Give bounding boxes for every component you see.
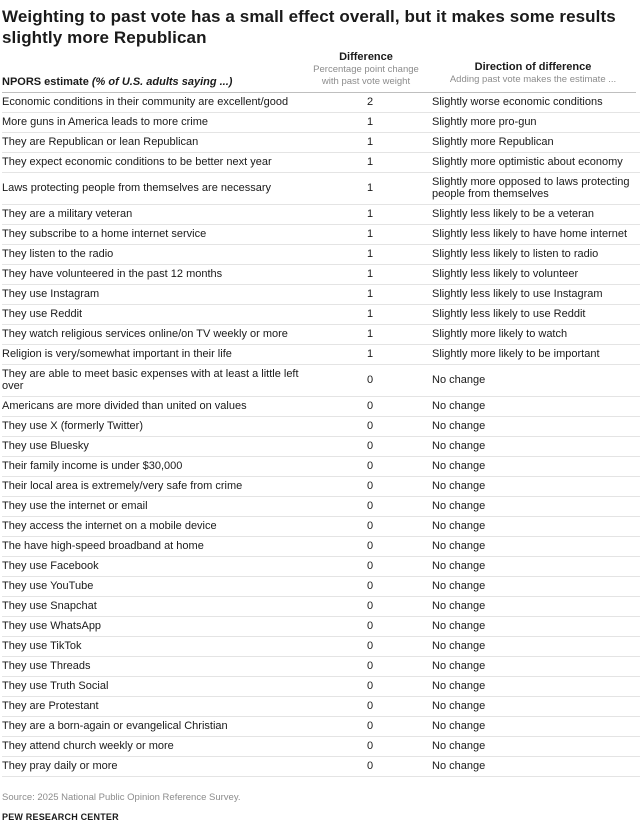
footer [2,792,636,822]
row-difference: 2 [312,93,428,113]
table-row [2,397,640,417]
table-row [2,757,640,777]
data-table [2,93,640,777]
row-direction: Slightly more optimistic about economy [428,153,640,173]
row-direction: No change [428,497,640,517]
row-estimate: Laws protecting people from themselves are necessary [2,173,312,205]
source-note: Source: 2025 National Public Opinion Reference Survey. [2,792,241,803]
row-difference: 0 [312,617,428,637]
direction-header-subtitle: Adding past vote makes the estimate ... [449,74,617,85]
row-difference: 0 [312,537,428,557]
row-difference: 0 [312,577,428,597]
row-direction: Slightly less likely to use Instagram [428,285,640,305]
brand-logo-text: PEW RESEARCH CENTER [2,812,119,822]
row-estimate: They are able to meet basic expenses with at least a little left over [2,365,312,397]
table-row [2,325,640,345]
row-difference: 0 [312,365,428,397]
table-row [2,537,640,557]
row-difference: 0 [312,497,428,517]
row-difference: 0 [312,457,428,477]
table-header [2,50,636,92]
row-difference: 1 [312,325,428,345]
table-row [2,205,640,225]
table-row [2,557,640,577]
row-estimate: They use Reddit [2,305,312,325]
row-estimate: They are Protestant [2,697,312,717]
row-difference: 0 [312,417,428,437]
row-estimate: Religion is very/somewhat important in their life [2,345,312,365]
row-difference: 0 [312,657,428,677]
row-difference: 0 [312,717,428,737]
row-direction: No change [428,597,640,617]
table-row [2,285,640,305]
row-difference: 0 [312,437,428,457]
table-row [2,577,640,597]
table-row [2,737,640,757]
row-difference: 0 [312,597,428,617]
difference-header [308,50,424,88]
table-row [2,637,640,657]
row-estimate: They use TikTok [2,637,312,657]
row-difference: 1 [312,133,428,153]
row-direction: No change [428,417,640,437]
row-direction: Slightly less likely to be a veteran [428,205,640,225]
row-direction: No change [428,637,640,657]
row-direction: No change [428,457,640,477]
table-row [2,133,640,153]
table-row [2,153,640,173]
row-estimate: They use Bluesky [2,437,312,457]
row-estimate: They use the internet or email [2,497,312,517]
row-estimate: More guns in America leads to more crime [2,113,312,133]
row-estimate: They use Threads [2,657,312,677]
table-row [2,657,640,677]
direction-header-title: Direction of difference [474,61,592,73]
estimate-header-qualifier: (% of U.S. adults saying ...) [91,76,233,88]
table-row [2,477,640,497]
row-direction: Slightly more likely to be important [428,345,640,365]
row-estimate: They listen to the radio [2,245,312,265]
row-difference: 0 [312,397,428,417]
row-direction: No change [428,717,640,737]
chart-title: Weighting to past vote has a small effect overall, but it makes some results slightly more Republican [2,7,616,47]
table-row [2,365,640,397]
table-row [2,697,640,717]
row-direction: No change [428,577,640,597]
row-estimate: They use Instagram [2,285,312,305]
row-estimate: They have volunteered in the past 12 months [2,265,312,285]
table-row [2,497,640,517]
table-row [2,717,640,737]
row-estimate: They use X (formerly Twitter) [2,417,312,437]
estimate-header [2,76,232,88]
row-direction: Slightly less likely to have home internet [428,225,640,245]
row-estimate: They are Republican or lean Republican [2,133,312,153]
row-direction: No change [428,737,640,757]
row-estimate: They use Snapchat [2,597,312,617]
table-row [2,457,640,477]
difference-header-title: Difference [339,51,393,63]
table-row [2,225,640,245]
row-direction: No change [428,757,640,777]
row-difference: 1 [312,285,428,305]
row-difference: 0 [312,517,428,537]
row-difference: 1 [312,345,428,365]
table-row [2,437,640,457]
row-difference: 0 [312,557,428,577]
table-row [2,677,640,697]
row-estimate: Americans are more divided than united on values [2,397,312,417]
direction-header [428,60,638,86]
row-difference: 1 [312,225,428,245]
row-direction: Slightly worse economic conditions [428,93,640,113]
row-estimate: They use Facebook [2,557,312,577]
row-difference: 0 [312,757,428,777]
row-estimate: They subscribe to a home internet service [2,225,312,245]
row-difference: 1 [312,205,428,225]
row-direction: No change [428,517,640,537]
row-estimate: They pray daily or more [2,757,312,777]
row-estimate: They access the internet on a mobile device [2,517,312,537]
row-direction: Slightly more likely to watch [428,325,640,345]
table-body [2,93,640,777]
row-direction: No change [428,397,640,417]
table-row [2,113,640,133]
row-estimate: The have high-speed broadband at home [2,537,312,557]
row-direction: No change [428,537,640,557]
table-row [2,245,640,265]
table-row [2,417,640,437]
table-row [2,93,640,113]
table-row [2,265,640,285]
row-direction: No change [428,617,640,637]
row-difference: 0 [312,677,428,697]
row-difference: 1 [312,173,428,205]
row-direction: No change [428,557,640,577]
difference-header-subtitle: Percentage point change with past vote weight [313,64,419,87]
row-difference: 1 [312,245,428,265]
table-row [2,345,640,365]
row-direction: No change [428,365,640,397]
row-direction: No change [428,697,640,717]
table-row [2,305,640,325]
row-difference: 0 [312,637,428,657]
row-difference: 1 [312,153,428,173]
row-direction: No change [428,437,640,457]
row-direction: No change [428,677,640,697]
row-difference: 0 [312,697,428,717]
row-difference: 1 [312,265,428,285]
row-estimate: They attend church weekly or more [2,737,312,757]
table-row [2,597,640,617]
row-estimate: They use Truth Social [2,677,312,697]
row-direction: Slightly more opposed to laws protecting people from themselves [428,173,640,205]
row-estimate: They are a military veteran [2,205,312,225]
table-row [2,173,640,205]
row-estimate: Their family income is under $30,000 [2,457,312,477]
row-estimate: They expect economic conditions to be better next year [2,153,312,173]
row-estimate: Their local area is extremely/very safe from crime [2,477,312,497]
row-difference: 0 [312,477,428,497]
row-direction: Slightly less likely to use Reddit [428,305,640,325]
row-direction: No change [428,657,640,677]
row-difference: 1 [312,113,428,133]
row-estimate: They use YouTube [2,577,312,597]
row-estimate: They watch religious services online/on TV weekly or more [2,325,312,345]
table-row [2,617,640,637]
row-direction: No change [428,477,640,497]
row-estimate: Economic conditions in their community are excellent/good [2,93,312,113]
row-estimate: They are a born-again or evangelical Christian [2,717,312,737]
row-direction: Slightly less likely to listen to radio [428,245,640,265]
row-difference: 1 [312,305,428,325]
row-direction: Slightly more Republican [428,133,640,153]
row-direction: Slightly more pro-gun [428,113,640,133]
table-row [2,517,640,537]
row-direction: Slightly less likely to volunteer [428,265,640,285]
row-estimate: They use WhatsApp [2,617,312,637]
estimate-header-label: NPORS estimate [2,76,89,88]
row-difference: 0 [312,737,428,757]
